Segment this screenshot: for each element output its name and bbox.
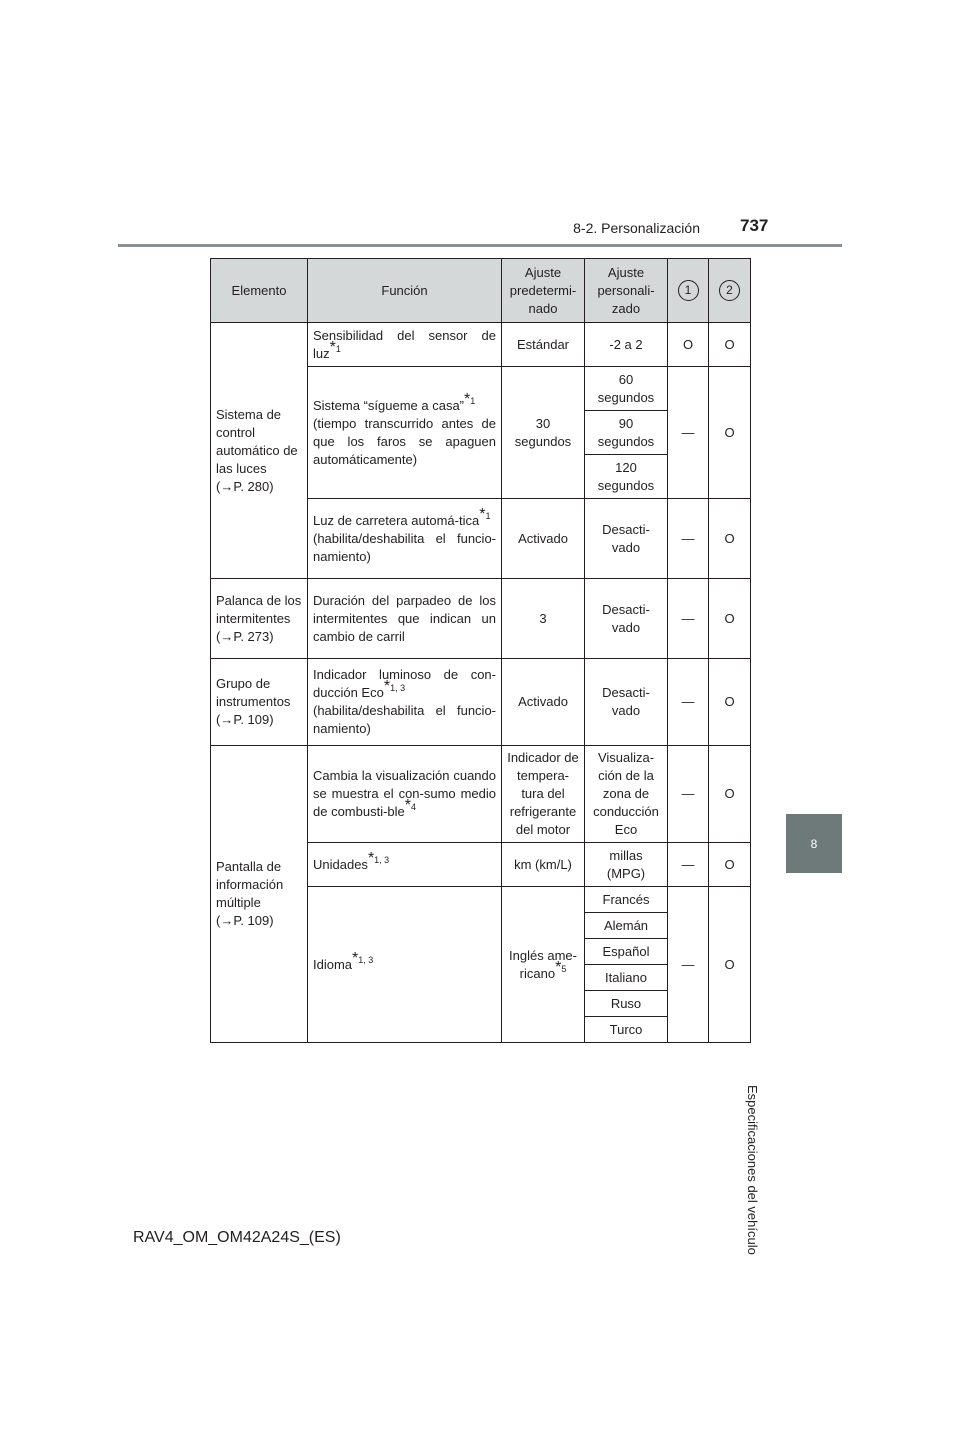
col1-cell: — xyxy=(668,843,709,887)
circled-2-icon: 2 xyxy=(719,280,740,301)
custom-cell: Turco xyxy=(585,1017,668,1043)
custom-cell: Italiano xyxy=(585,965,668,991)
chapter-tab[interactable]: 8 xyxy=(786,814,842,873)
custom-cell: 120 segundos xyxy=(585,455,668,499)
function-cell: Idioma$^{*1, 3}$ xyxy=(308,887,502,1043)
table-row xyxy=(211,659,751,746)
default-cell: 3 xyxy=(502,579,585,659)
custom-cell: Ruso xyxy=(585,991,668,1017)
col2-cell: O xyxy=(709,499,751,579)
custom-cell: Desacti-vado xyxy=(585,579,668,659)
default-cell: Estándar xyxy=(502,323,585,367)
header-default: Ajuste predetermi-nado xyxy=(502,259,585,323)
custom-cell: Francés xyxy=(585,887,668,913)
function-cell: Indicador luminoso de con-ducción Eco$^{*1, 3}$ (habilita/deshabilita el funcio-namiento) xyxy=(308,659,502,746)
function-cell: Cambia la visualización cuando se muestra el con-sumo medio de combusti-ble$^{*4}$ xyxy=(308,746,502,843)
default-cell: Indicador de tempera-tura del refrigerante del motor xyxy=(502,746,585,843)
custom-cell: -2 a 2 xyxy=(585,323,668,367)
header-funcion: Función xyxy=(308,259,502,323)
col2-cell: O xyxy=(709,843,751,887)
section-title: 8-2. Personalización xyxy=(573,220,700,236)
col2-cell: O xyxy=(709,659,751,746)
col1-cell: — xyxy=(668,887,709,1043)
custom-cell: Visualiza-ción de la zona de conducción Eco xyxy=(585,746,668,843)
element-cell: Sistema de control automático de las luces (→P. 280) xyxy=(211,323,308,579)
header-col-2 xyxy=(709,259,751,323)
custom-cell: Desacti-vado xyxy=(585,659,668,746)
default-cell: Activado xyxy=(502,659,585,746)
table-row xyxy=(211,579,751,659)
element-cell: Grupo de instrumentos (→P. 109) xyxy=(211,659,308,746)
default-cell: km (km/L) xyxy=(502,843,585,887)
custom-cell: 60 segundos xyxy=(585,367,668,411)
custom-cell: Alemán xyxy=(585,913,668,939)
page-number: 737 xyxy=(740,216,769,235)
function-cell: Sensibilidad del sensor de luz$^{*1}$ xyxy=(308,323,502,367)
custom-cell: Español xyxy=(585,939,668,965)
col1-cell: — xyxy=(668,499,709,579)
custom-cell: millas (MPG) xyxy=(585,843,668,887)
document-code: RAV4_OM_OM42A24S_(ES) xyxy=(133,1229,341,1246)
customization-table xyxy=(210,258,751,1043)
circled-1-icon: 1 xyxy=(678,280,699,301)
default-cell: Activado xyxy=(502,499,585,579)
table-row xyxy=(211,746,751,843)
header-custom: Ajuste personali-zado xyxy=(585,259,668,323)
function-cell: Sistema “sígueme a casa”$^{*1}$ (tiempo transcurrido antes de que los faros se apaguen automáticamente) xyxy=(308,367,502,499)
col1-cell: — xyxy=(668,579,709,659)
default-cell: 30 segundos xyxy=(502,367,585,499)
custom-cell: 90 segundos xyxy=(585,411,668,455)
table-row xyxy=(211,323,751,367)
col2-cell: O xyxy=(709,746,751,843)
element-cell: Pantalla de información múltiple (→P. 109) xyxy=(211,746,308,1043)
col2-cell: O xyxy=(709,579,751,659)
col1-cell: O xyxy=(668,323,709,367)
chapter-label: Especificaciones del vehículo xyxy=(745,1085,760,1255)
function-cell: Unidades$^{*1, 3}$ xyxy=(308,843,502,887)
element-cell: Palanca de los intermitentes (→P. 273) xyxy=(211,579,308,659)
col2-cell: O xyxy=(709,367,751,499)
col1-cell: — xyxy=(668,746,709,843)
col1-cell: — xyxy=(668,659,709,746)
function-cell: Luz de carretera automá-tica$^{*1}$ (habilita/deshabilita el funcio-namiento) xyxy=(308,499,502,579)
col1-cell: — xyxy=(668,367,709,499)
table-header-row xyxy=(211,259,751,323)
header-col-1 xyxy=(668,259,709,323)
function-cell: Duración del parpadeo de los intermitentes que indican un cambio de carril xyxy=(308,579,502,659)
custom-cell: Desacti-vado xyxy=(585,499,668,579)
header-rule xyxy=(118,244,842,247)
col2-cell: O xyxy=(709,323,751,367)
default-cell: Inglés ame-ricano$^{*5}$ xyxy=(502,887,585,1043)
header-elemento: Elemento xyxy=(211,259,308,323)
col2-cell: O xyxy=(709,887,751,1043)
